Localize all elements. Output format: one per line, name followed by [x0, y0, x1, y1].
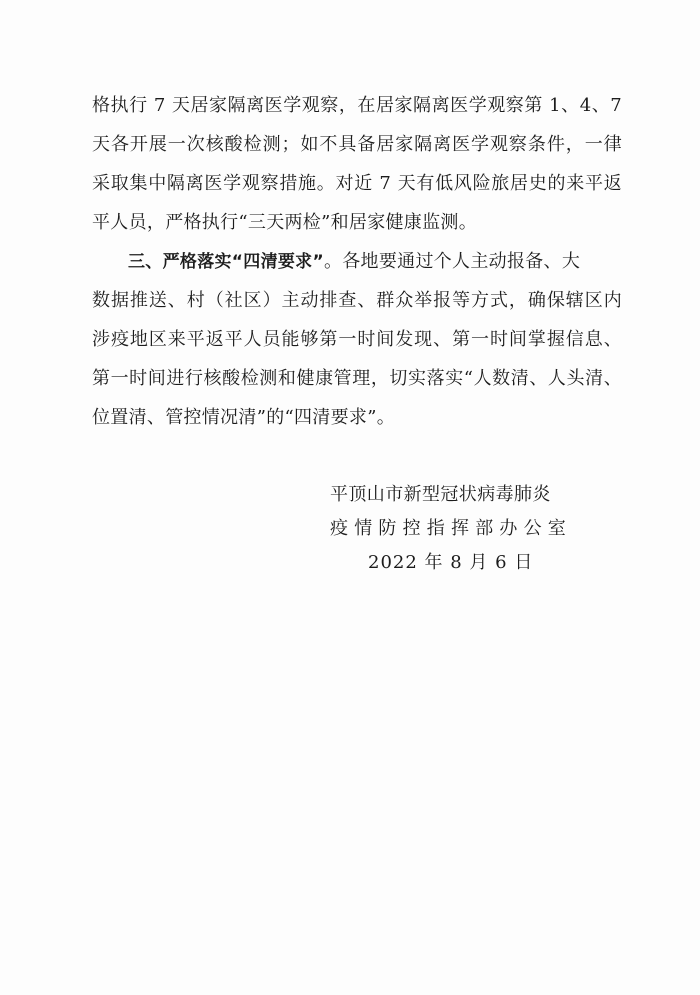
document-body: [92, 86, 622, 437]
signature-org-line-1: 平顶山市新型冠状病毒肺炎: [330, 484, 551, 505]
section-three-line-4: 第一时间进行核酸检测和健康管理，切实落实“人数清、人头清、: [92, 368, 622, 389]
section-three-first-line-text: 。各地要通过个人主动报备、大: [323, 251, 581, 272]
section-three-line-2: 数据推送、村（社区）主动排查、群众举报等方式，确保辖区内: [92, 290, 622, 311]
paragraph-line-4: 平人员，严格执行“三天两检”和居家健康监测。: [92, 212, 478, 233]
signature-org-line-2: 疫情防控指挥部办公室: [330, 518, 572, 539]
section-three-line-5: 位置清、管控情况清”的“四清要求”。: [92, 407, 396, 428]
signature-block: [330, 478, 590, 580]
signature-date: 2022 年 8 月 6 日: [368, 552, 534, 573]
paragraph-line-3: 采取集中隔离医学观察措施。对近 7 天有低风险旅居史的来平返: [92, 173, 622, 194]
section-three-first-line: [92, 242, 622, 281]
section-three-line-3: 涉疫地区来平返平人员能够第一时间发现、第一时间掌握信息、: [92, 329, 622, 350]
paragraph-line-1: 格执行 7 天居家隔离医学观察，在居家隔离医学观察第 1、4、7: [92, 95, 622, 116]
section-three-heading: 三、严格落实“四清要求”: [128, 252, 324, 272]
paragraph-line-2: 天各开展一次核酸检测；如不具备居家隔离医学观察条件，一律: [92, 134, 622, 155]
